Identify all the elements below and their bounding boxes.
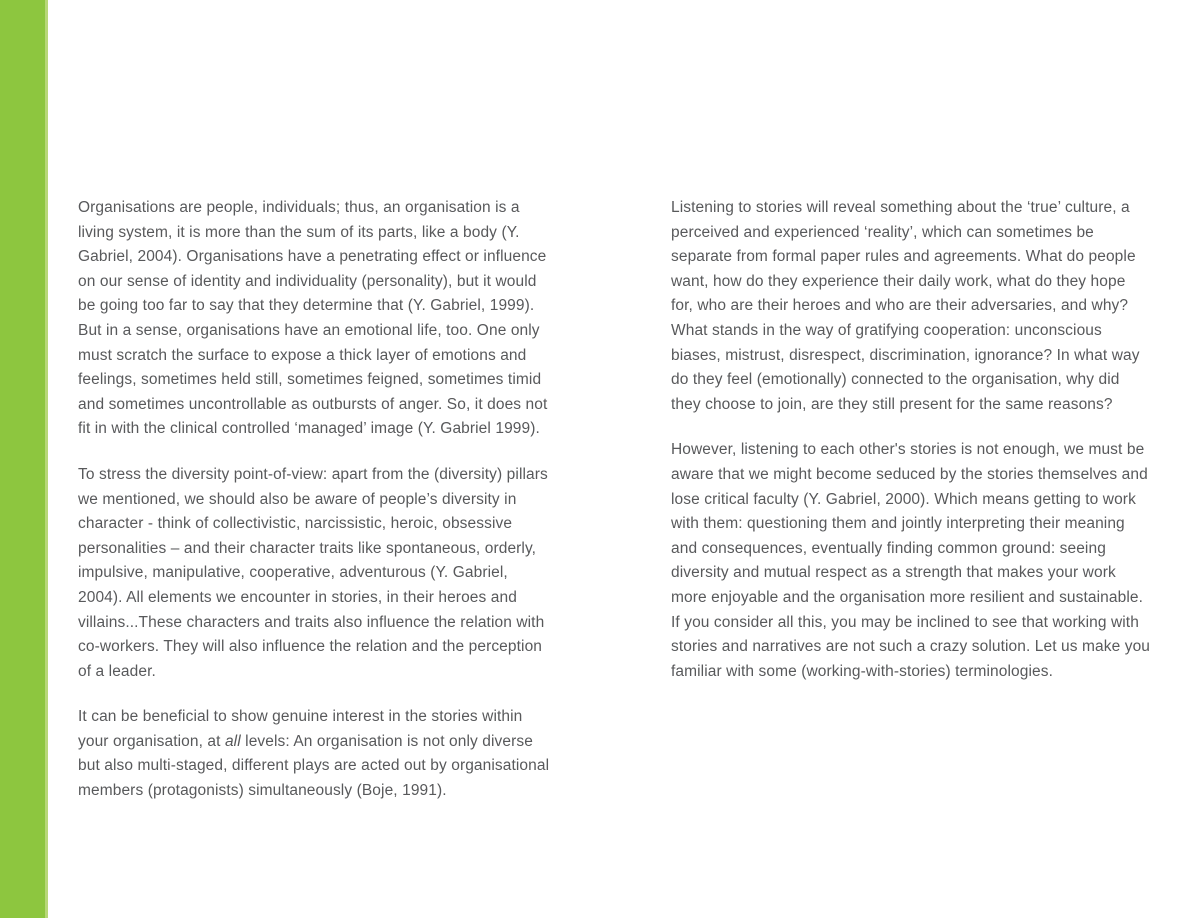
text-line: on our sense of identity and individuality (personality), but it would xyxy=(78,272,537,290)
text-line: feelings, sometimes held still, sometimes feigned, sometimes timid xyxy=(78,371,542,389)
text-line: villains...These characters and traits also influence the relation with xyxy=(78,613,545,631)
text-line: must scratch the surface to expose a thick layer of emotions and xyxy=(78,346,527,364)
text-line: personalities – and their character traits like spontaneous, orderly, xyxy=(78,539,537,557)
text-line: stories and narratives are not such a crazy solution. Let us make you xyxy=(671,638,1151,656)
text-line: biases, mistrust, disrespect, discrimination, ignorance? In what way xyxy=(671,346,1140,364)
paragraph xyxy=(671,196,1176,417)
paragraph xyxy=(671,438,1176,684)
text-line: character - think of collectivistic, narcissistic, heroic, obsessive xyxy=(78,515,513,533)
text-line: of a leader. xyxy=(78,662,156,680)
text-line: more enjoyable and the organisation more resilient and sustainable. xyxy=(671,588,1143,606)
text-line: But in a sense, organisations have an emotional life, too. One only xyxy=(78,321,540,339)
text-line: do they feel (emotionally) connected to the organisation, why did xyxy=(671,371,1120,389)
text-line: It can be beneficial to show genuine interest in the stories within xyxy=(78,708,523,726)
left-accent-bar xyxy=(0,0,48,918)
text-line: fit in with the clinical controlled ‘managed’ image (Y. Gabriel 1999). xyxy=(78,420,540,438)
text-line: be going too far to say that they determine that (Y. Gabriel, 1999). xyxy=(78,297,535,315)
text-line: co-workers. They will also influence the relation and the perception xyxy=(78,638,543,656)
paragraph xyxy=(78,463,583,684)
text-line: and sometimes uncontrollable as outbursts of anger. So, it does not xyxy=(78,395,548,413)
text-line: Gabriel, 2004). Organisations have a penetrating effect or influence xyxy=(78,248,547,266)
text-line: they choose to join, are they still present for the same reasons? xyxy=(671,395,1113,413)
text-line: 2004). All elements we encounter in stories, in their heroes and xyxy=(78,588,517,606)
text-line: for, who are their heroes and who are their adversaries, and why? xyxy=(671,297,1129,315)
paragraph xyxy=(78,196,583,442)
text-line: living system, it is more than the sum of its parts, like a body (Y. xyxy=(78,223,520,241)
text-line: perceived and experienced ‘reality’, which can sometimes be xyxy=(671,223,1094,241)
text-line: members (protagonists) simultaneously (Boje, 1991). xyxy=(78,782,447,800)
paragraph xyxy=(78,705,583,803)
text-line: However, listening to each other's stories is not enough, we must be xyxy=(671,441,1145,459)
emphasized-text: all xyxy=(224,732,241,750)
text-line: aware that we might become seduced by the stories themselves and xyxy=(671,465,1148,483)
text-line: Listening to stories will reveal something about the ‘true’ culture, a xyxy=(671,199,1130,216)
text-line: What stands in the way of gratifying cooperation: unconscious xyxy=(671,321,1102,339)
text-line: familiar with some (working-with-stories) terminologies. xyxy=(671,662,1054,680)
left-text-column xyxy=(78,196,583,804)
text-line: impulsive, manipulative, cooperative, adventurous (Y. Gabriel, xyxy=(78,564,508,582)
text-line: Organisations are people, individuals; thus, an organisation is a xyxy=(78,199,520,216)
text-line: To stress the diversity point-of-view: apart from the (diversity) pillars xyxy=(78,465,548,483)
text-span: levels: An organisation is not only diverse xyxy=(240,732,533,750)
text-span: your organisation, at xyxy=(78,732,225,750)
text-line: If you consider all this, you may be inclined to see that working with xyxy=(671,613,1139,631)
text-line: want, how do they experience their daily work, what do they hope xyxy=(671,272,1126,290)
text-line: diversity and mutual respect as a strength that makes your work xyxy=(671,564,1116,582)
text-line xyxy=(78,730,583,755)
text-line: but also multi-staged, different plays are acted out by organisational xyxy=(78,757,550,775)
text-line: and consequences, eventually finding common ground: seeing xyxy=(671,539,1106,557)
right-text-column xyxy=(671,196,1176,684)
text-line: we mentioned, we should also be aware of people’s diversity in xyxy=(78,490,517,508)
text-line: separate from formal paper rules and agreements. What do people xyxy=(671,248,1136,266)
text-line: lose critical faculty (Y. Gabriel, 2000). Which means getting to work xyxy=(671,490,1136,508)
text-line: with them: questioning them and jointly interpreting their meaning xyxy=(671,515,1125,533)
